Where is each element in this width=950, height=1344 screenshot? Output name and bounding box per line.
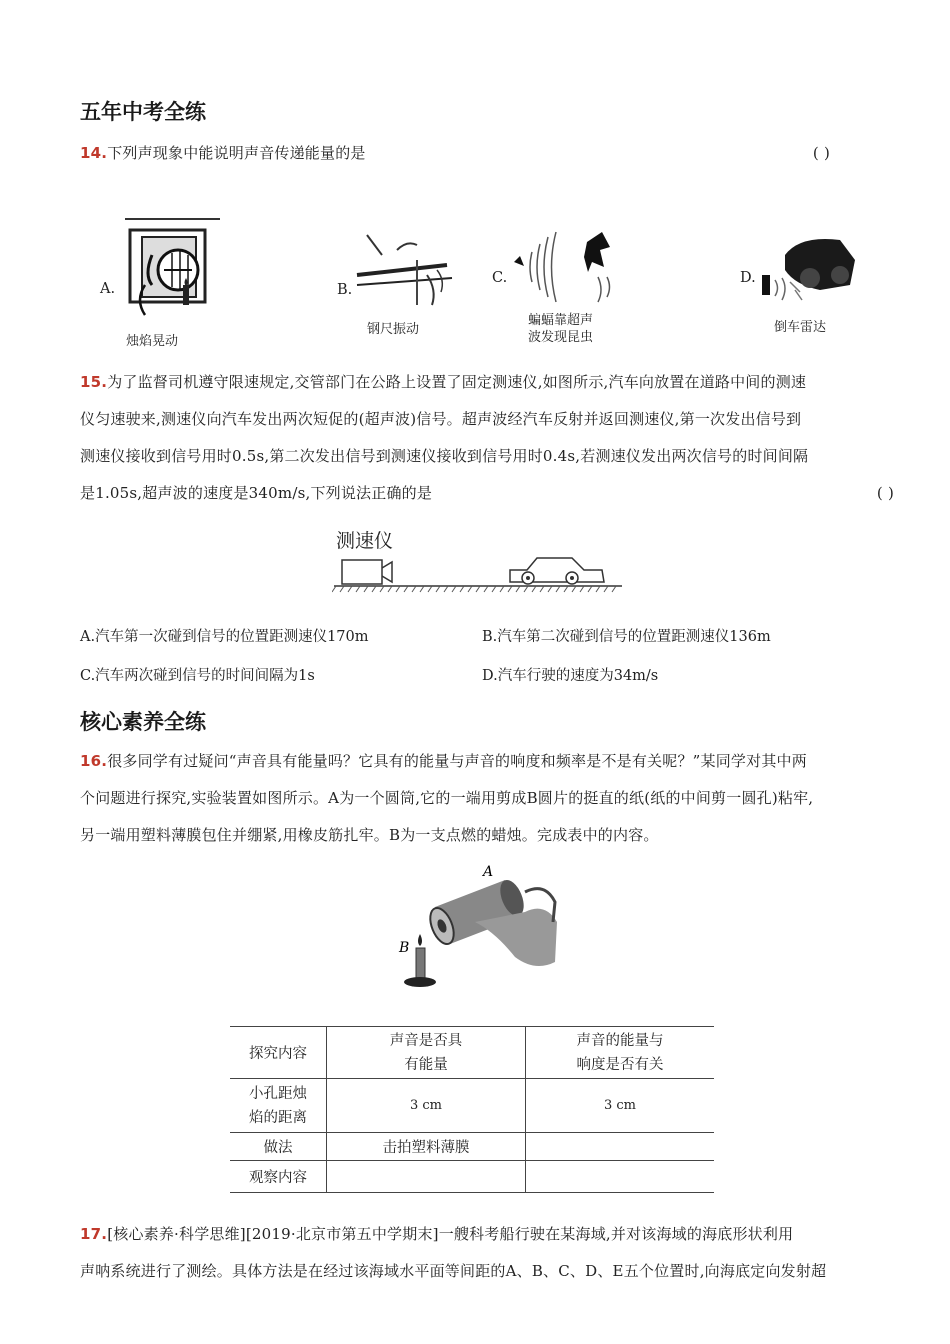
table-cell: 3 cm xyxy=(327,1079,526,1133)
section-title-core: 核心素养全练 xyxy=(80,710,206,734)
question-14 xyxy=(80,135,890,172)
table-cell: 击拍塑料薄膜 xyxy=(327,1133,526,1161)
answer-bracket: ( ) xyxy=(876,484,894,502)
reversing-radar-icon xyxy=(740,230,860,310)
question-16: 16.很多同学有过疑问“声音具有能量吗？它具有的能量与声音的响度和频率是不是有关呢？”某同学对其中两 个问题进行探究,实验装置如图所示。A为一个圆筒,它的一端用剪成B圆片的挺直的纸(纸的中间剪一圆孔)粘牢, 另一端用塑料薄膜包住并绷紧,用橡皮筋扎牢。B为一支点燃的蜡烛。完成表中的内容。 xyxy=(80,752,814,844)
table-cell xyxy=(327,1161,526,1193)
car-icon xyxy=(510,558,604,584)
option-caption: 钢尺振动 xyxy=(367,322,420,337)
section-title-five-year: 五年中考全练 xyxy=(80,100,206,124)
tube-candle-figure xyxy=(395,862,565,992)
table-header-cell: 声音的能量与 响度是否有关 xyxy=(526,1027,715,1079)
table-header-cell: 声音是否具 有能量 xyxy=(327,1027,526,1079)
radar-device-icon xyxy=(342,560,382,584)
q15-option-c: C.汽车两次碰到信号的时间间隔为1s xyxy=(80,668,315,684)
question-number: 17. xyxy=(80,1225,108,1243)
steel-ruler-icon xyxy=(337,230,457,310)
q14-option-b xyxy=(337,230,457,340)
question-number: 14. xyxy=(80,144,108,162)
speed-radar-figure xyxy=(332,524,622,604)
cylinder-tube-icon xyxy=(426,877,557,966)
figure-label: 测速仪 xyxy=(336,530,394,552)
answer-bracket: ( ) xyxy=(812,144,830,162)
question-17: 17.[核心素养·科学思维][2019·北京市第五中学期末]一艘科考船行驶在某海域,并对该海域的海底形状利用 声呐系统进行了测绘。具体方法是在经过该海域水平面等间距的A、B、C、D、E五个位置时,向海底定向发射超 xyxy=(80,1225,827,1280)
table-cell: 3 cm xyxy=(526,1079,715,1133)
option-letter: B. xyxy=(337,282,353,298)
table-header-cell: 探究内容 xyxy=(230,1027,327,1079)
table-row-label: 观察内容 xyxy=(230,1161,327,1193)
table-row-label: 做法 xyxy=(230,1133,327,1161)
q14-option-a xyxy=(100,215,220,350)
option-letter: C. xyxy=(492,270,508,286)
option-caption: 倒车雷达 xyxy=(774,320,827,335)
q14-option-c xyxy=(492,222,622,347)
option-letter: D. xyxy=(740,270,756,286)
question-text: 下列声现象中能说明声音传递能量的是 xyxy=(107,144,366,162)
question-number: 15. xyxy=(80,373,108,391)
bat-ultrasound-icon xyxy=(492,222,622,312)
table-cell xyxy=(526,1133,715,1161)
table-row-label: 小孔距烛 焰的距离 xyxy=(230,1079,327,1133)
q15-option-a: A.汽车第一次碰到信号的位置距测速仪170m xyxy=(80,629,369,645)
candle-flame-icon xyxy=(100,215,220,320)
question-number: 16. xyxy=(80,752,108,770)
option-caption: 蝙蝠靠超声 波发现昆虫 xyxy=(528,313,594,345)
table-cell xyxy=(526,1161,715,1193)
question-15: 15.为了监督司机遵守限速规定,交管部门在公路上设置了固定测速仪,如图所示,汽车向放置在道路中间的测速 仪匀速驶来,测速仪向汽车发出两次短促的(超声波)信号。超声波经汽车反射并返回测速仪,第一次发出信号到 测速仪接收到信号用时0.5s,第二次发出信号到测速仪接收到信号用时0.4s,若测速仪发出两次信号的时间间隔 是1.05s,超声波的速度是340m/s,下列说法正确的是 ( ) xyxy=(80,364,890,512)
option-letter: A. xyxy=(100,281,116,297)
option-caption: 烛焰晃动 xyxy=(126,334,179,349)
q14-option-d xyxy=(740,230,860,340)
q15-option-d: D.汽车行驶的速度为34m/s xyxy=(482,668,659,684)
experiment-table xyxy=(230,1026,714,1193)
label-b: B xyxy=(399,940,410,956)
label-a: A xyxy=(483,864,494,880)
q15-option-b: B.汽车第二次碰到信号的位置距测速仪136m xyxy=(482,629,771,645)
